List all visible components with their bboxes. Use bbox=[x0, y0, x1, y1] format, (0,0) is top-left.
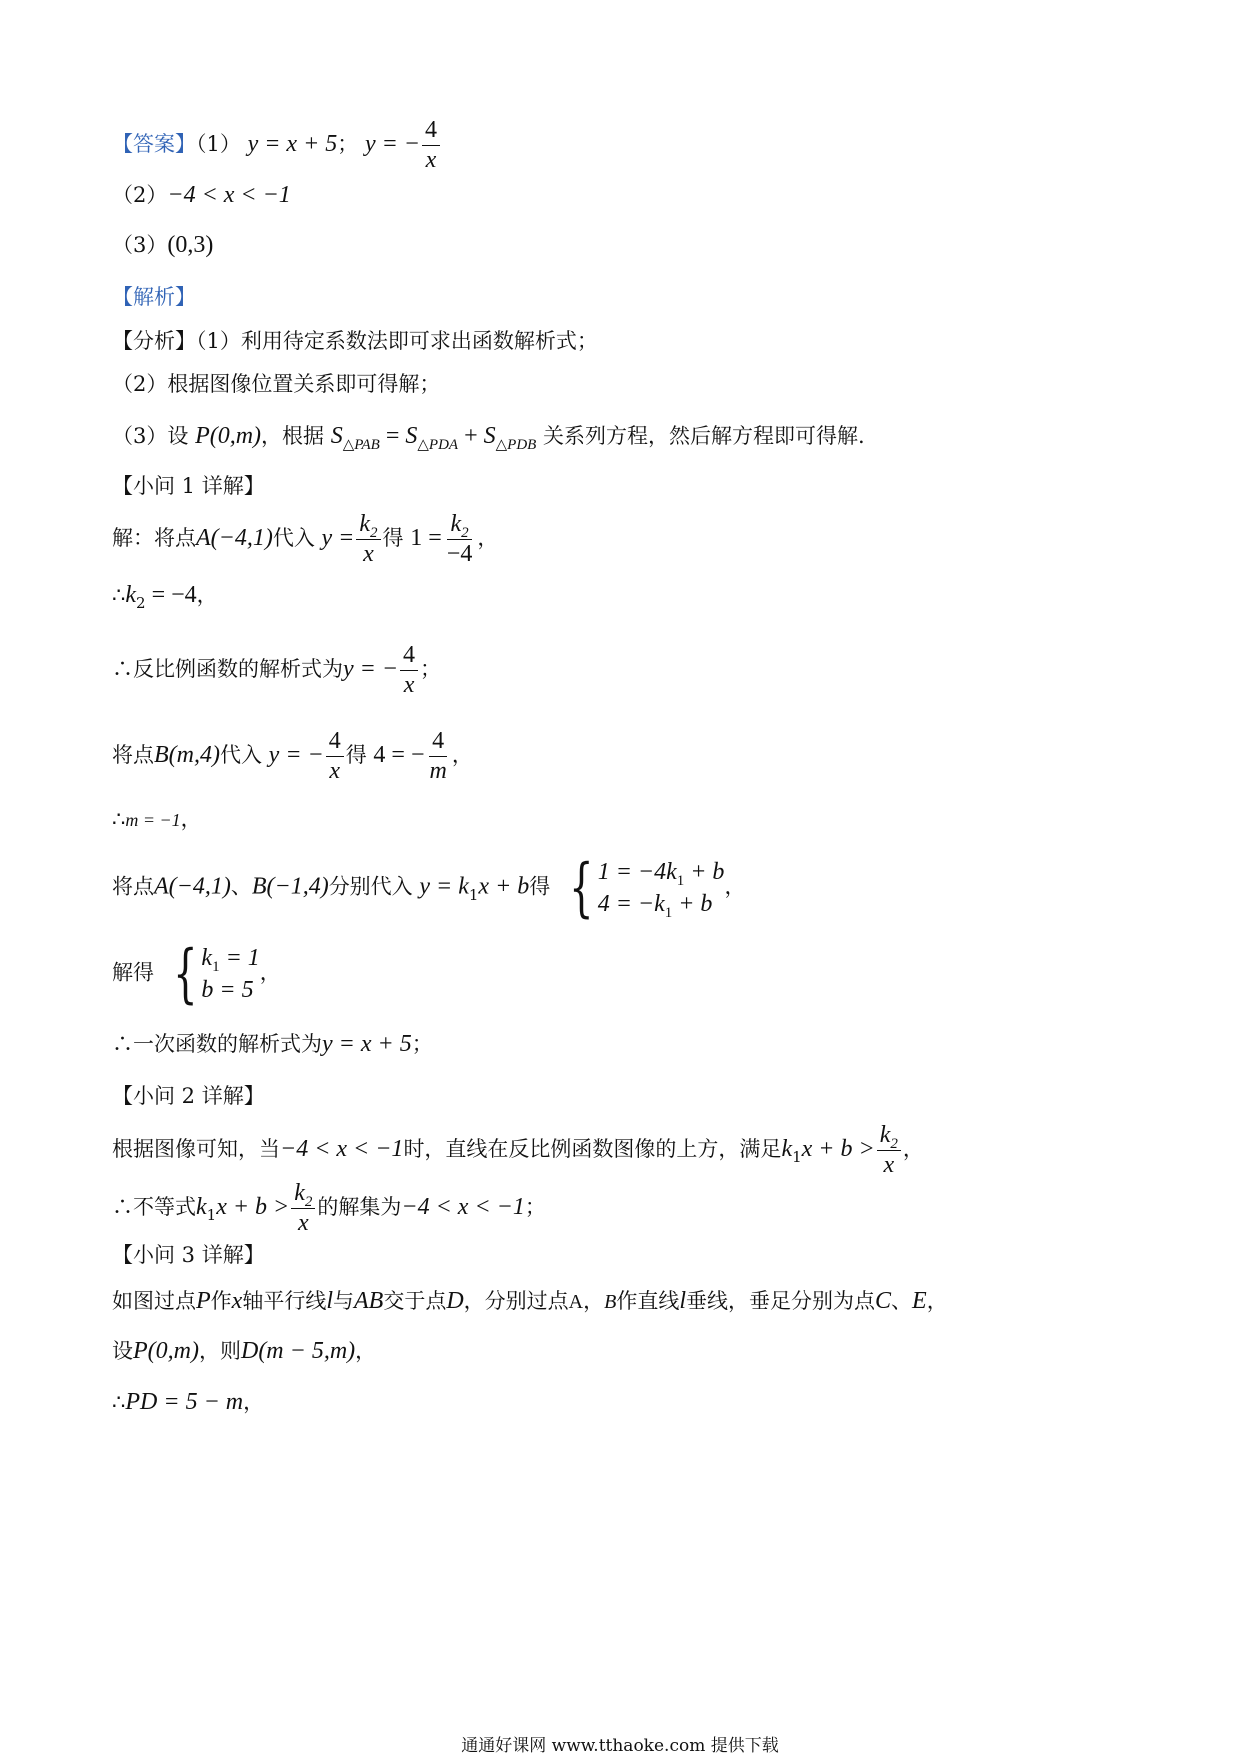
q3-line-3: ∴PD = 5 − m， bbox=[112, 1389, 265, 1415]
q1-line-6: 将点A(−4,1)、B(−1,4)分别代入 $y = k_1x + b$得 { $1 = -4k_1 + b$ $4 = -k_1 + b$ ， bbox=[112, 851, 746, 925]
page-footer: 通通好课网 www.tthaoke.com 提供下载 bbox=[461, 1736, 779, 1756]
q1-line-4: 将点B(m,4)代入 y = − $\frac{4}{x}$ 得 4 = − $\frac{4}{m}$ ， bbox=[112, 728, 473, 785]
q1-line-1: 解：将点A(−4,1)代入 y = $\frac{k_2}{x}$ 得 1 = $\frac{k_2}{-4}$ ， bbox=[112, 511, 499, 568]
q1-line-5: ∴m = −1， bbox=[112, 807, 202, 831]
fraction-neg4-over-x: $\frac{4}{x}$ bbox=[422, 118, 440, 173]
answer-line-3: （3）(0,3) bbox=[112, 232, 214, 258]
q3-line-2: 设P(0,m)，则D(m − 5,m)， bbox=[112, 1338, 377, 1364]
q2-title: 【小问 2 详解】 bbox=[112, 1084, 265, 1108]
equation-system-2: { $k_1 = 1$ b = 5 bbox=[172, 937, 260, 1011]
answer-line-1: 【答案】（1） y = x + 5； y = − $\frac{4}{x}$ bbox=[112, 118, 442, 173]
q1-title: 【小问 1 详解】 bbox=[112, 474, 265, 498]
fenxi-line-2: （2）根据图像位置关系即可得解； bbox=[112, 372, 441, 396]
fenxi-line-1: 【分析】（1）利用待定系数法即可求出函数解析式； bbox=[112, 329, 598, 353]
q3-title: 【小问 3 详解】 bbox=[112, 1243, 265, 1267]
q3-line-1: 如图过点P作x轴平行线l与AB交于点D，分别过点A，B作直线l垂线，垂足分别为点C、E， bbox=[112, 1288, 948, 1314]
q2-line-1: 根据图像可知，当−4 < x < −1时，直线在反比例函数图像的上方，满足$k_1x + b$ > $\frac{k_2}{x}$ ， bbox=[112, 1122, 924, 1179]
q1-line-8: ∴一次函数的解析式为y = x + 5； bbox=[112, 1031, 433, 1057]
answer-tag: 【答案】 bbox=[112, 132, 196, 157]
analysis-tag: 【解析】 bbox=[112, 285, 196, 309]
fenxi-line-3: （3）设 P(0,m)，根据 $S_{\triangle PAB} = S_{\triangle PDA} + S_{\triangle PDB}$ 关系列方程，然后解方程即可得解. bbox=[112, 423, 865, 453]
q1-line-2: $\therefore k_2 = -4$， bbox=[112, 582, 218, 612]
q2-line-2: ∴不等式$k_1x + b$ > $\frac{k_2}{x}$ 的解集为−4 < x < −1； bbox=[112, 1180, 546, 1237]
q1-line-3: ∴反比例函数的解析式为y = − $\frac{4}{x}$ ； bbox=[112, 642, 442, 699]
answer-line-2: （2）−4 < x < −1 bbox=[112, 182, 291, 208]
q1-line-7: 解得 { $k_1 = 1$ b = 5 ， bbox=[112, 937, 281, 1011]
equation-system-1: { $1 = -4k_1 + b$ $4 = -k_1 + b$ bbox=[569, 851, 725, 925]
